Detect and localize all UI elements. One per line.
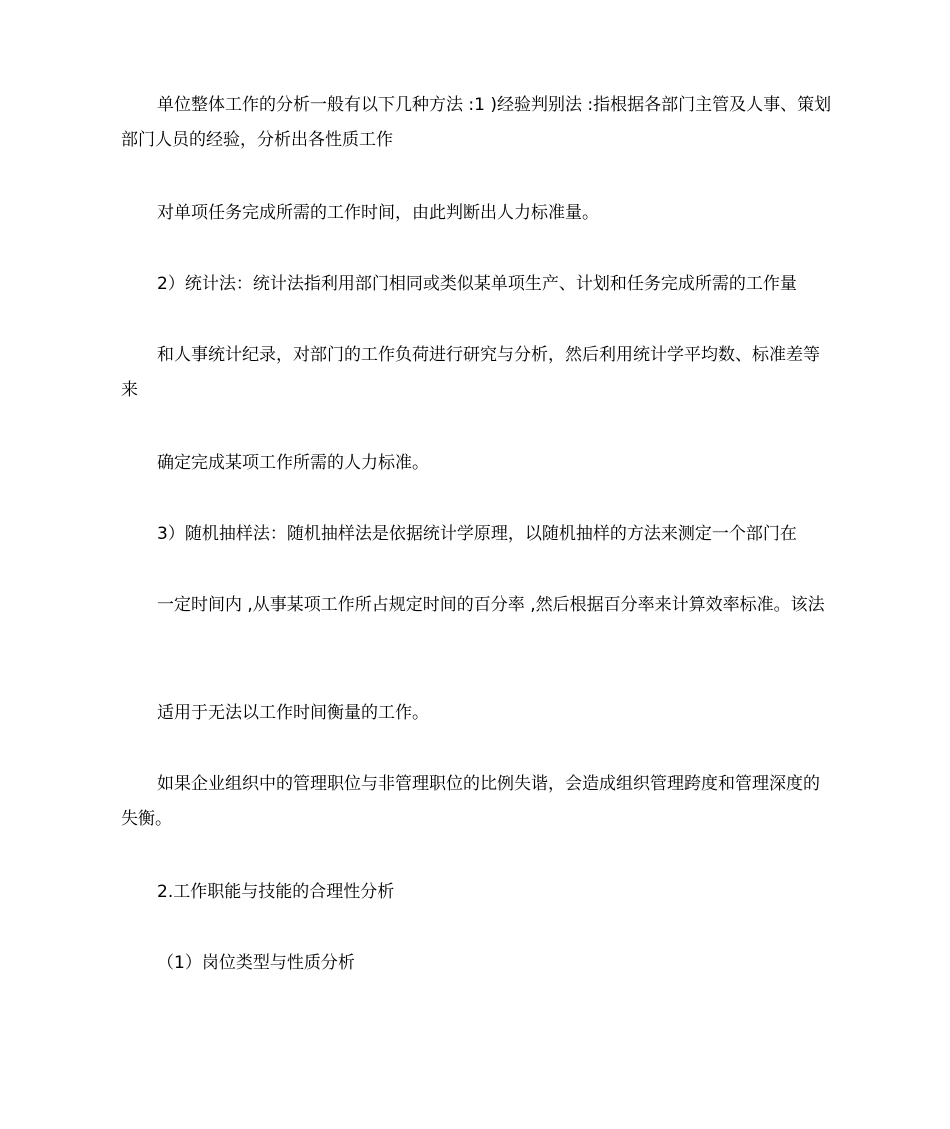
section-heading: 2.工作职能与技能的合理性分析 <box>157 882 395 902</box>
paragraph-3: 2）统计法：统计法指利用部门相同或类似某单项生产、计划和任务完成所需的工作量 <box>157 274 797 294</box>
paragraph-5: 确定完成某项工作所需的人力标准。 <box>157 453 429 473</box>
paragraph-4: 和人事统计纪录，对部门的工作负荷进行研究与分析，然后利用统计学平均数、标准差等来 <box>121 345 820 400</box>
subsection-heading: （1）岗位类型与性质分析 <box>157 953 355 973</box>
paragraph-8: 适用于无法以工作时间衡量的工作。 <box>157 703 429 723</box>
paragraph-2: 对单项任务完成所需的工作时间，由此判断出人力标准量。 <box>157 203 599 223</box>
paragraph-9: 如果企业组织中的管理职位与非管理职位的比例失谐，会造成组织管理跨度和管理深度的失衡。 <box>121 774 820 829</box>
paragraph-7: 一定时间内 ,从事某项工作所占规定时间的百分率 ,然后根据百分率来计算效率标准。该法 <box>157 595 825 615</box>
paragraph-1: 单位整体工作的分析一般有以下几种方法 :1 )经验判别法 :指根据各部门主管及人事、策划部门人员的经验，分析出各性质工作 <box>121 95 832 150</box>
paragraph-6: 3）随机抽样法：随机抽样法是依据统计学原理，以随机抽样的方法来测定一个部门在 <box>157 524 797 544</box>
